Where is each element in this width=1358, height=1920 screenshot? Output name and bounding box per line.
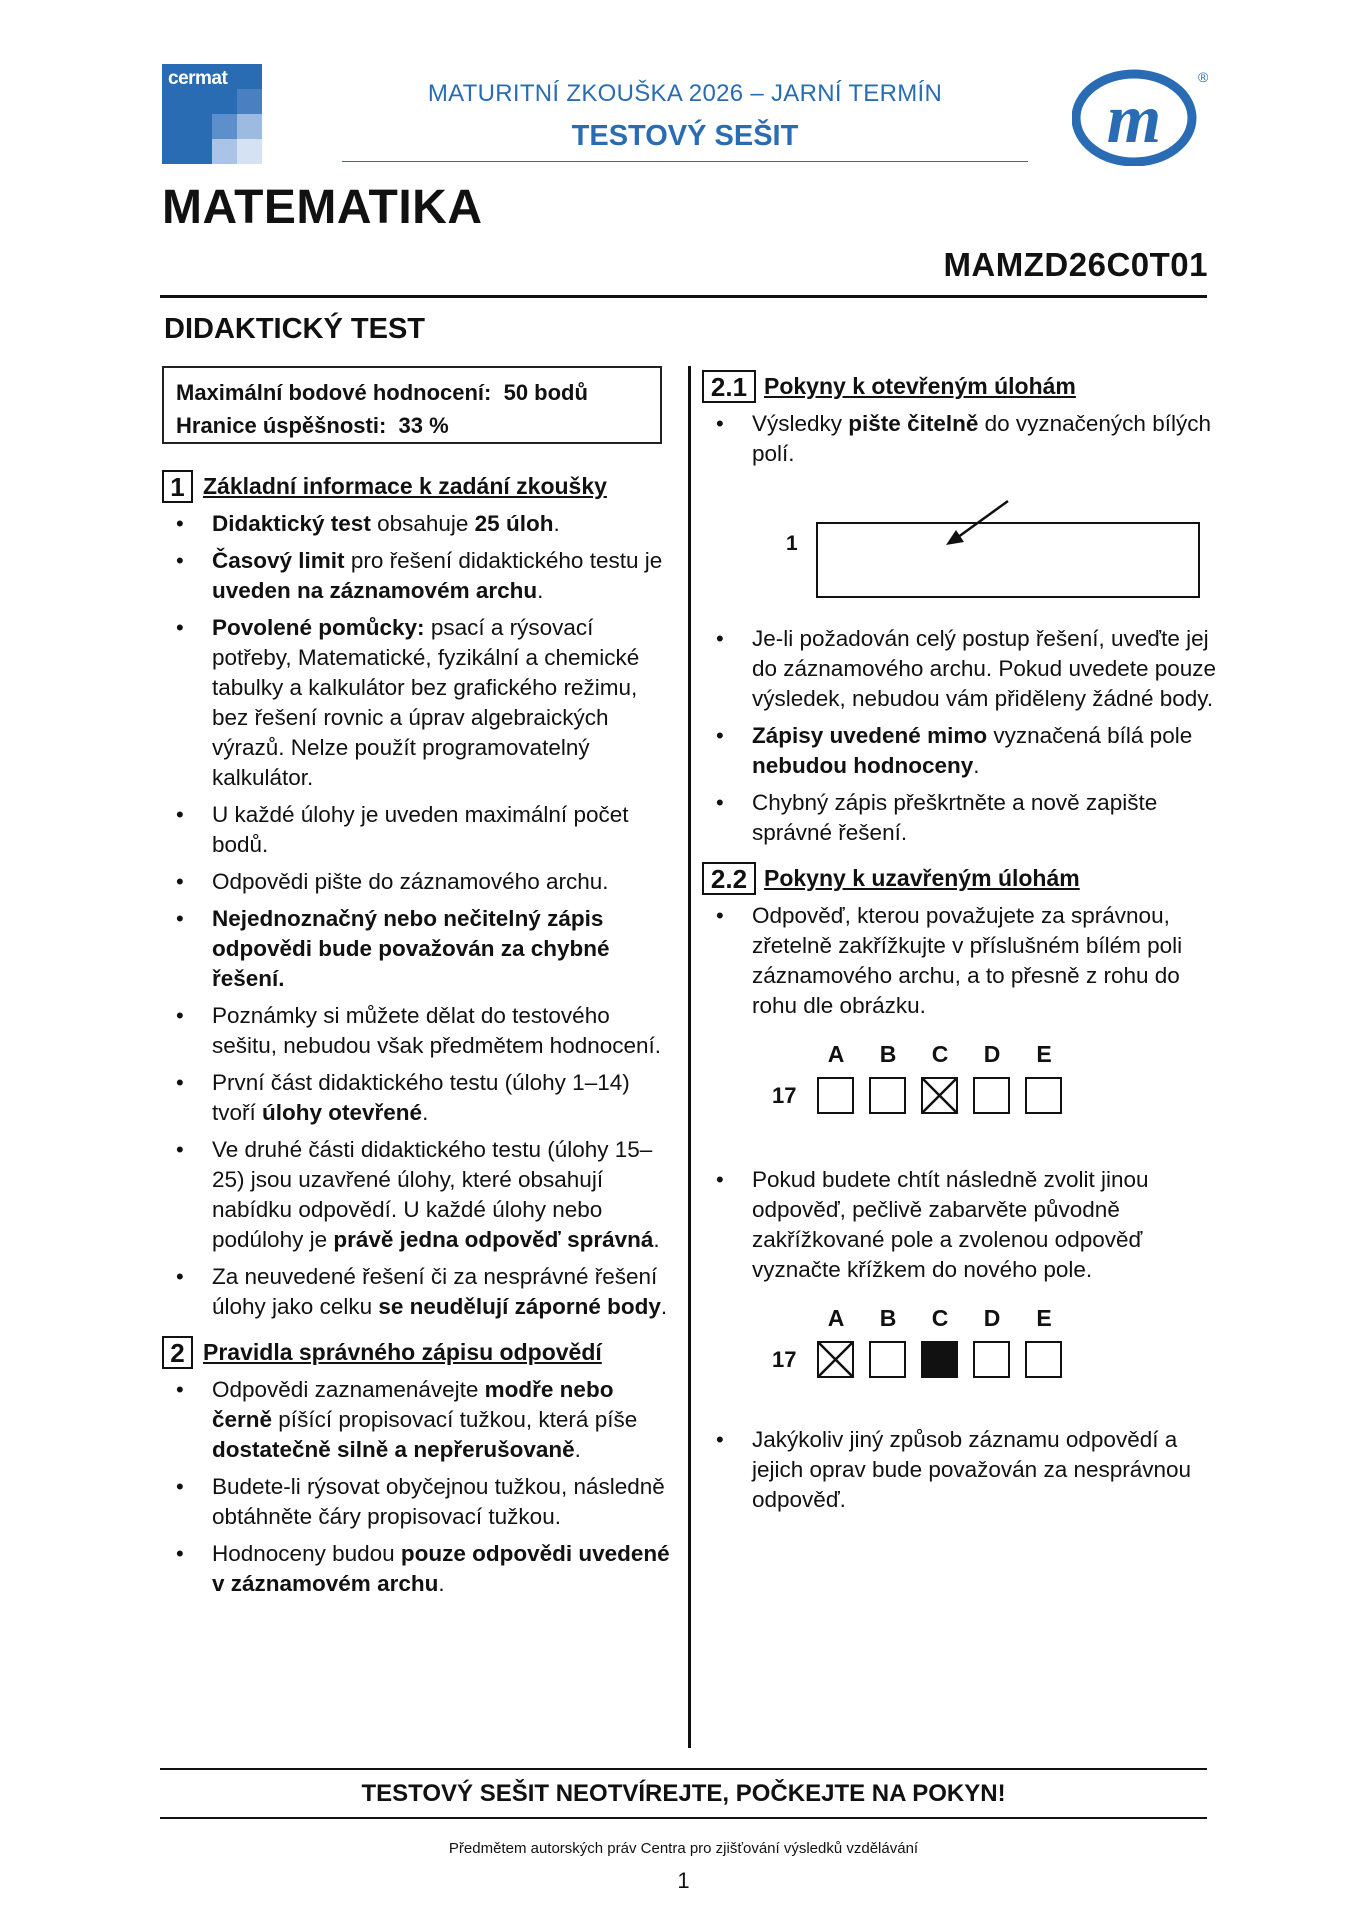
- bold-text: modře nebo černě: [212, 1377, 614, 1432]
- booklet-title: TESTOVÝ SEŠIT: [571, 120, 799, 152]
- test-code: MAMZD26C0T01: [943, 246, 1208, 283]
- bold-text: úlohy otevřené: [262, 1100, 423, 1125]
- section-title: Pokyny k otevřeným úlohám: [764, 373, 1076, 399]
- text: Chybný zápis přeškrtněte a nově zapište správné řešení.: [752, 790, 1158, 845]
- section-number: 2.2: [702, 862, 756, 895]
- bold-text: pište čitelně: [848, 411, 979, 436]
- registered-mark: ®: [1198, 69, 1209, 85]
- bold-text: dostatečně silně a nepřerušovaně: [212, 1437, 575, 1462]
- text: .: [422, 1100, 429, 1125]
- section-2-2-list: [702, 901, 1217, 1021]
- section-2-2-list-2: [702, 1165, 1217, 1285]
- section-2-1-list-2: [702, 624, 1217, 848]
- bold-text: se neudělují záporné body: [378, 1294, 661, 1319]
- section-1-list: [162, 509, 672, 1322]
- text: Za neuvedené řešení či za nesprávné řešení úlohy jako celku: [212, 1264, 658, 1319]
- logo-square: [237, 89, 262, 114]
- left-column: [162, 470, 672, 1606]
- text: Výsledky: [752, 411, 849, 436]
- answer-box: [869, 1077, 906, 1114]
- section-2-1-heading: [702, 370, 1217, 403]
- bold-text: Zápisy uvedené mimo: [752, 723, 988, 748]
- list-item: [702, 409, 1217, 469]
- list-item: [702, 624, 1217, 714]
- score-box: [162, 366, 662, 444]
- subject-title: MATEMATIKA: [162, 181, 483, 234]
- answer-box: [869, 1341, 906, 1378]
- text: .: [660, 1294, 668, 1319]
- text: obsahuje: [370, 511, 475, 536]
- instruction-banner: TESTOVÝ SEŠIT NEOTVÍREJTE, POČKEJTE NA POKYN!: [361, 1780, 1006, 1807]
- answer-box-crossed: [817, 1341, 854, 1378]
- text: píšící propisovací tužkou, která píše: [272, 1407, 638, 1432]
- section-2-heading: [162, 1336, 672, 1369]
- list-item: [162, 800, 672, 860]
- text: Poznámky si můžete dělat do testového sešitu, nebudou však předmětem hodnocení.: [212, 1003, 662, 1058]
- logo-square: [237, 139, 262, 164]
- text: .: [438, 1571, 445, 1596]
- text: .: [973, 753, 980, 778]
- list-item: [162, 1262, 672, 1322]
- answer-box: [1025, 1077, 1062, 1114]
- closed-answer-example-1: [702, 1041, 1217, 1131]
- text: Hodnoceny budou: [212, 1541, 401, 1566]
- list-item: [162, 509, 672, 539]
- section-2-1-list: [702, 409, 1217, 469]
- text: do vyznačených bílých polí.: [752, 411, 1211, 466]
- cermat-logo-text: cermat: [168, 68, 228, 89]
- top-rule: [160, 295, 1207, 298]
- maturita-logo: [1072, 62, 1212, 166]
- list-item: [162, 1001, 672, 1061]
- list-item: [702, 721, 1217, 781]
- maturita-logo-letter: m: [1106, 81, 1162, 158]
- option-letter: E: [1036, 1305, 1052, 1331]
- bold-text: Povolené pomůcky:: [212, 615, 425, 640]
- option-letter: B: [879, 1305, 897, 1331]
- example-task-number: 17: [772, 1347, 797, 1372]
- text: .: [553, 511, 560, 536]
- list-item: [162, 613, 672, 793]
- option-letters: [810, 1041, 1070, 1068]
- section-2-2-list-3: [702, 1425, 1217, 1515]
- example-task-number: 17: [772, 1083, 797, 1108]
- list-item: [162, 1135, 672, 1255]
- section-number: 1: [162, 470, 193, 503]
- section-2-2-heading: [702, 862, 1217, 895]
- list-item: [702, 1425, 1217, 1515]
- list-item: [162, 1539, 672, 1599]
- arrow-icon: [942, 498, 1012, 548]
- bottom-rule: [160, 1817, 1207, 1819]
- text: První část didaktického testu (úlohy 1–14) tvoří: [212, 1070, 630, 1125]
- answer-boxes: [817, 1341, 1077, 1378]
- option-letter: A: [827, 1041, 845, 1067]
- open-answer-example: [702, 476, 1217, 606]
- section-number: 2: [162, 1336, 193, 1369]
- list-item: [702, 1165, 1217, 1285]
- answer-box: [1025, 1341, 1062, 1378]
- option-letter: D: [983, 1041, 1001, 1067]
- bold-text: nebudou hodnoceny: [752, 753, 974, 778]
- bold-text: Časový limit: [212, 548, 345, 573]
- list-item: [162, 1472, 672, 1532]
- list-item: [162, 904, 672, 994]
- section-title: Pravidla správného zápisu odpovědí: [203, 1339, 602, 1365]
- answer-box-crossed: [921, 1077, 958, 1114]
- text: .: [574, 1437, 581, 1462]
- bold-text: Didaktický test: [212, 511, 371, 536]
- header-divider: [342, 161, 1028, 162]
- text: Odpovědi zaznamenávejte: [212, 1377, 485, 1402]
- text: Ve druhé části didaktického testu (úlohy 15–25) jsou uzavřené úlohy, které obsahují nabídku odpovědí. U každé úlohy nebo podúlohy je: [212, 1137, 653, 1252]
- section-title: Pokyny k uzavřeným úlohám: [764, 865, 1080, 891]
- text: pro řešení didaktického testu je: [344, 548, 663, 573]
- copyright-footer: Předmětem autorských práv Centra pro zjišťování výsledků vzdělávání: [448, 1840, 919, 1857]
- text: Je-li požadován celý postup řešení, uveďte jej do záznamového archu. Pokud uvedete pouze výsledek, nebudou vám přiděleny žádné body.: [752, 626, 1217, 711]
- logo-square: [212, 139, 237, 164]
- list-item: [702, 788, 1217, 848]
- logo-square: [212, 114, 237, 139]
- answer-boxes: [817, 1077, 1077, 1114]
- option-letters: [810, 1305, 1070, 1332]
- text: vyznačená bílá pole: [987, 723, 1193, 748]
- section-number: 2.1: [702, 370, 756, 403]
- text: Budete-li rýsovat obyčejnou tužkou, následně obtáhněte čáry propisovací tužkou.: [212, 1474, 665, 1529]
- right-column: [702, 370, 1217, 1522]
- pass-threshold-value: 33 %: [398, 413, 449, 438]
- text: U každé úlohy je uveden maximální počet bodů.: [212, 802, 629, 857]
- closed-answer-example-2: [702, 1305, 1217, 1395]
- option-letter: B: [879, 1041, 897, 1067]
- pass-threshold-row: [176, 409, 648, 442]
- section-2-list: [162, 1375, 672, 1599]
- list-item: [702, 901, 1217, 1021]
- answer-box-filled: [921, 1341, 958, 1378]
- section-1-heading: [162, 470, 672, 503]
- page-number: 1: [677, 1868, 690, 1893]
- text: psací a rýsovací potřeby, Matematické, fyzikální a chemické tabulky a kalkulátor bez grafického režimu, bez řešení rovnic a úprav algebraických výrazů. Nelze použít programovatelný kalkulátor.: [212, 615, 640, 790]
- list-item: [162, 1068, 672, 1128]
- test-title: DIDAKTICKÝ TEST: [164, 313, 425, 345]
- answer-box: [817, 1077, 854, 1114]
- bottom-rule: [160, 1768, 1207, 1770]
- bold-text: pouze odpovědi uvedené v záznamovém archu: [212, 1541, 670, 1596]
- section-title: Základní informace k zadání zkoušky: [203, 473, 607, 499]
- list-item: [162, 867, 672, 897]
- option-letter: C: [931, 1305, 949, 1331]
- column-divider: [688, 366, 691, 1748]
- text: .: [537, 578, 544, 603]
- answer-box: [973, 1077, 1010, 1114]
- bold-text: Nejednoznačný nebo nečitelný zápis odpovědi bude považován za chybné řešení.: [212, 906, 610, 991]
- example-task-number: 1: [786, 532, 798, 555]
- bold-text: 25 úloh: [474, 511, 554, 536]
- text: Odpovědi pište do záznamového archu.: [212, 869, 609, 894]
- option-letter: A: [827, 1305, 845, 1331]
- max-score-value: 50 bodů: [503, 380, 588, 405]
- exam-title: MATURITNÍ ZKOUŠKA 2026 – JARNÍ TERMÍN: [427, 80, 943, 107]
- bold-text: právě jedna odpověď správná: [333, 1227, 654, 1252]
- cermat-logo: [162, 64, 262, 164]
- list-item: [162, 546, 672, 606]
- answer-box: [973, 1341, 1010, 1378]
- option-letter: C: [931, 1041, 949, 1067]
- bold-text: uveden na záznamovém archu: [212, 578, 538, 603]
- text: Pokud budete chtít následně zvolit jinou odpověď, pečlivě zabarvěte původně zakřížkované pole a zvolenou odpověď vyznačte křížkem do nového pole.: [752, 1167, 1149, 1282]
- max-score-row: [176, 376, 648, 409]
- text: Odpověď, kterou považujete za správnou, zřetelně zakřížkujte v příslušném bílém poli záznamového archu, a to přesně z rohu do rohu dle obrázku.: [752, 903, 1183, 1018]
- text: Jakýkoliv jiný způsob záznamu odpovědí a jejich oprav bude považován za nesprávnou odpověď.: [752, 1427, 1192, 1512]
- logo-square: [237, 114, 262, 139]
- option-letter: E: [1036, 1041, 1052, 1067]
- pass-threshold-label: Hranice úspěšnosti:: [176, 413, 387, 438]
- max-score-label: Maximální bodové hodnocení:: [176, 380, 492, 405]
- list-item: [162, 1375, 672, 1465]
- option-letter: D: [983, 1305, 1001, 1331]
- text: .: [653, 1227, 660, 1252]
